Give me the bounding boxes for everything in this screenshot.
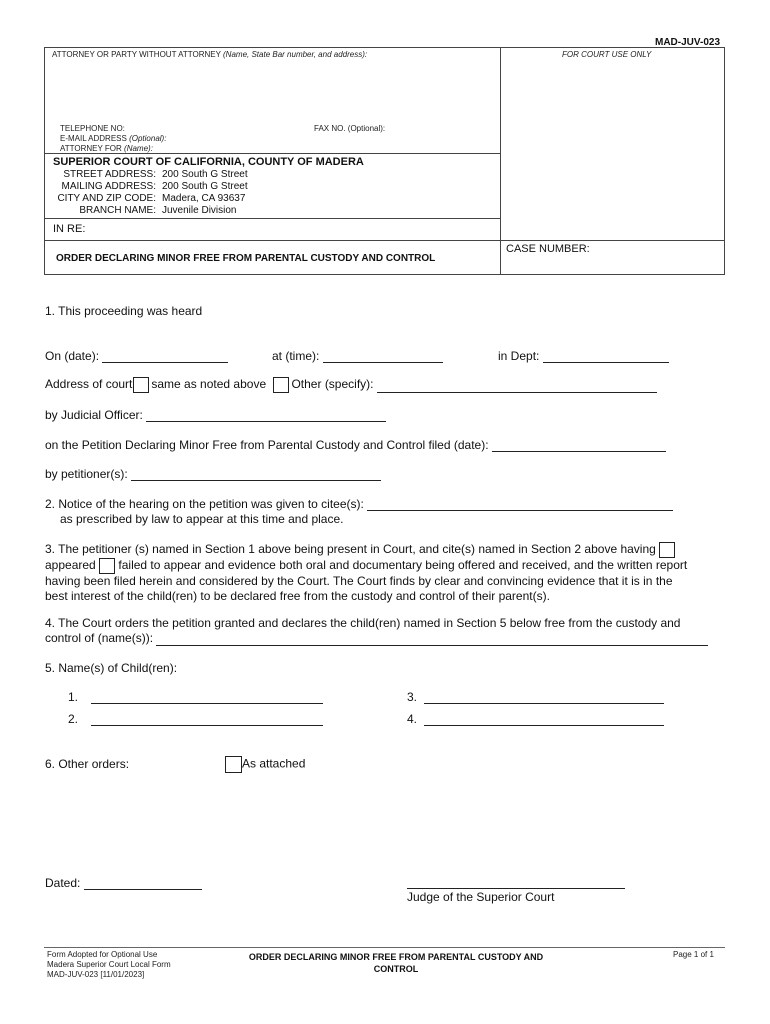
footer-line-3: MAD-JUV-023 [11/01/2023] <box>47 970 145 979</box>
child-3-row <box>407 690 664 704</box>
same-as-checkbox[interactable] <box>133 377 149 393</box>
court-row <box>52 181 248 193</box>
dept-field[interactable] <box>543 362 669 363</box>
court-address-block <box>52 169 248 217</box>
court-row <box>52 193 248 205</box>
footer-page: Page 1 of 1 <box>673 950 714 959</box>
judicial-officer-label: by Judicial Officer: <box>45 408 143 422</box>
child-2-field[interactable] <box>91 725 323 726</box>
section-1: 1. This proceeding was heard <box>45 304 203 318</box>
time-field[interactable] <box>323 362 443 363</box>
on-date-label: On (date): <box>45 349 100 363</box>
court-row <box>52 169 248 181</box>
hearing-time-row <box>272 349 443 363</box>
footer-title: ORDER DECLARING MINOR FREE FROM PARENTAL CUSTODY AND CONTROL <box>248 952 544 974</box>
attorney-label <box>52 50 367 59</box>
child-1-number: 1. <box>68 690 79 704</box>
footer-rule <box>44 947 725 948</box>
footer-left <box>47 950 171 980</box>
child-1-row <box>68 690 323 704</box>
petition-filed-row <box>45 438 666 452</box>
as-attached-checkbox[interactable] <box>225 756 242 773</box>
petition-filed-label: on the Petition Declaring Minor Free from Parental Custody and Control filed (date): <box>45 438 489 452</box>
dated-row <box>45 876 202 890</box>
section-3-text-a: 3. The petitioner (s) named in Section 1 above being present in Court, and cite(s) named in Section 2 above having <box>45 542 656 557</box>
judge-signature-line[interactable] <box>407 888 625 889</box>
child-4-number: 4. <box>407 712 418 726</box>
court-use-label: FOR COURT USE ONLY <box>562 50 652 59</box>
court-row-label: MAILING ADDRESS: <box>61 181 156 192</box>
divider-3 <box>44 240 725 241</box>
section-4 <box>45 616 708 646</box>
petitioner-label: by petitioner(s): <box>45 467 128 481</box>
section-3-line-2 <box>45 558 725 574</box>
section-3-line-4: best interest of the child(ren) to be declared free from the custody and control of their parent(s). <box>45 589 550 603</box>
court-row-value: 200 South G Street <box>162 181 248 192</box>
footer-line-2: Madera Superior Court Local Form <box>47 960 171 969</box>
footer-line-1: Form Adopted for Optional Use <box>47 950 158 959</box>
section-6: 6. Other orders: <box>45 757 130 771</box>
court-name: SUPERIOR COURT OF CALIFORNIA, COUNTY OF MADERA <box>53 156 364 168</box>
section-5: 5. Name(s) of Child(ren): <box>45 661 178 675</box>
section-3-line-3: having been filed herein and considered by the Court. The Court finds by clear and convincing evidence that it is in the <box>45 574 673 588</box>
control-of-names-field[interactable] <box>156 645 708 646</box>
date-field[interactable] <box>102 362 228 363</box>
address-of-court-label: Address of court <box>45 377 133 392</box>
section-2-cont: as prescribed by law to appear at this time and place. <box>60 512 344 526</box>
email-text: E-MAIL ADDRESS <box>60 134 127 143</box>
appeared-checkbox[interactable] <box>659 542 675 558</box>
citee-field[interactable] <box>367 510 673 511</box>
divider-2 <box>44 218 501 219</box>
child-1-field[interactable] <box>91 703 323 704</box>
section-2 <box>45 497 673 511</box>
dated-field[interactable] <box>84 889 202 890</box>
hearing-date-row <box>45 349 228 363</box>
attorney-label-text: ATTORNEY OR PARTY WITHOUT ATTORNEY <box>52 50 221 59</box>
court-row-value: 200 South G Street <box>162 169 248 180</box>
petitioner-row <box>45 467 381 481</box>
telephone-label: TELEPHONE NO: <box>60 124 125 133</box>
section-4-line-1: 4. The Court orders the petition granted and declares the child(ren) named in Section 5 below free from the custody and <box>45 616 681 630</box>
attorney-hint: (Name, State Bar number, and address): <box>223 50 368 59</box>
email-label <box>60 134 166 143</box>
court-row <box>52 205 248 217</box>
attorney-for-hint: (Name): <box>124 144 153 153</box>
court-row-label: STREET ADDRESS: <box>63 169 156 180</box>
court-row-value: Juvenile Division <box>162 205 237 216</box>
section-2-text: 2. Notice of the hearing on the petition was given to citee(s): <box>45 497 364 511</box>
judicial-officer-row <box>45 408 386 422</box>
dept-row <box>498 349 669 363</box>
judicial-officer-field[interactable] <box>146 421 386 422</box>
child-4-field[interactable] <box>424 725 664 726</box>
address-court-row <box>45 377 657 393</box>
same-as-label: same as noted above <box>151 377 267 392</box>
other-specify-checkbox[interactable] <box>273 377 289 393</box>
failed-to-appear-checkbox[interactable] <box>99 558 115 574</box>
child-4-row <box>407 712 664 726</box>
as-attached-label: As attached <box>242 756 306 771</box>
court-row-value: Madera, CA 93637 <box>162 193 246 204</box>
in-dept-label: in Dept: <box>498 349 540 363</box>
attorney-for-label <box>60 144 153 153</box>
form-id: MAD-JUV-023 <box>655 37 721 48</box>
court-row-label: CITY AND ZIP CODE: <box>57 193 156 204</box>
child-2-number: 2. <box>68 712 79 726</box>
as-attached-row <box>225 756 305 773</box>
form-title: ORDER DECLARING MINOR FREE FROM PARENTAL CUSTODY AND CONTROL <box>56 253 436 264</box>
fax-label: FAX NO. (Optional): <box>314 124 386 133</box>
other-specify-label: Other (specify): <box>291 377 374 392</box>
section-4-label: control of (name(s)): <box>45 631 154 645</box>
petition-filed-date-field[interactable] <box>492 451 666 452</box>
section-4-line-2 <box>45 631 708 646</box>
petitioner-field[interactable] <box>131 480 381 481</box>
at-time-label: at (time): <box>272 349 320 363</box>
child-3-field[interactable] <box>424 703 664 704</box>
section-3-line-1 <box>45 542 725 558</box>
section-3 <box>45 542 725 604</box>
other-specify-field[interactable] <box>377 392 657 393</box>
section-3-text-b: failed to appear and evidence both oral and documentary being offered and received, and the written report <box>118 558 688 573</box>
child-3-number: 3. <box>407 690 418 704</box>
judge-label: Judge of the Superior Court <box>407 890 555 904</box>
child-2-row <box>68 712 323 726</box>
court-row-label: BRANCH NAME: <box>79 205 156 216</box>
case-number-label: CASE NUMBER: <box>506 243 590 255</box>
attorney-for-text: ATTORNEY FOR <box>60 144 122 153</box>
divider-1 <box>44 153 501 154</box>
in-re-label: IN RE: <box>53 223 86 235</box>
dated-label: Dated: <box>45 876 81 890</box>
appeared-label: appeared <box>45 558 96 573</box>
email-hint: (Optional): <box>129 134 167 143</box>
